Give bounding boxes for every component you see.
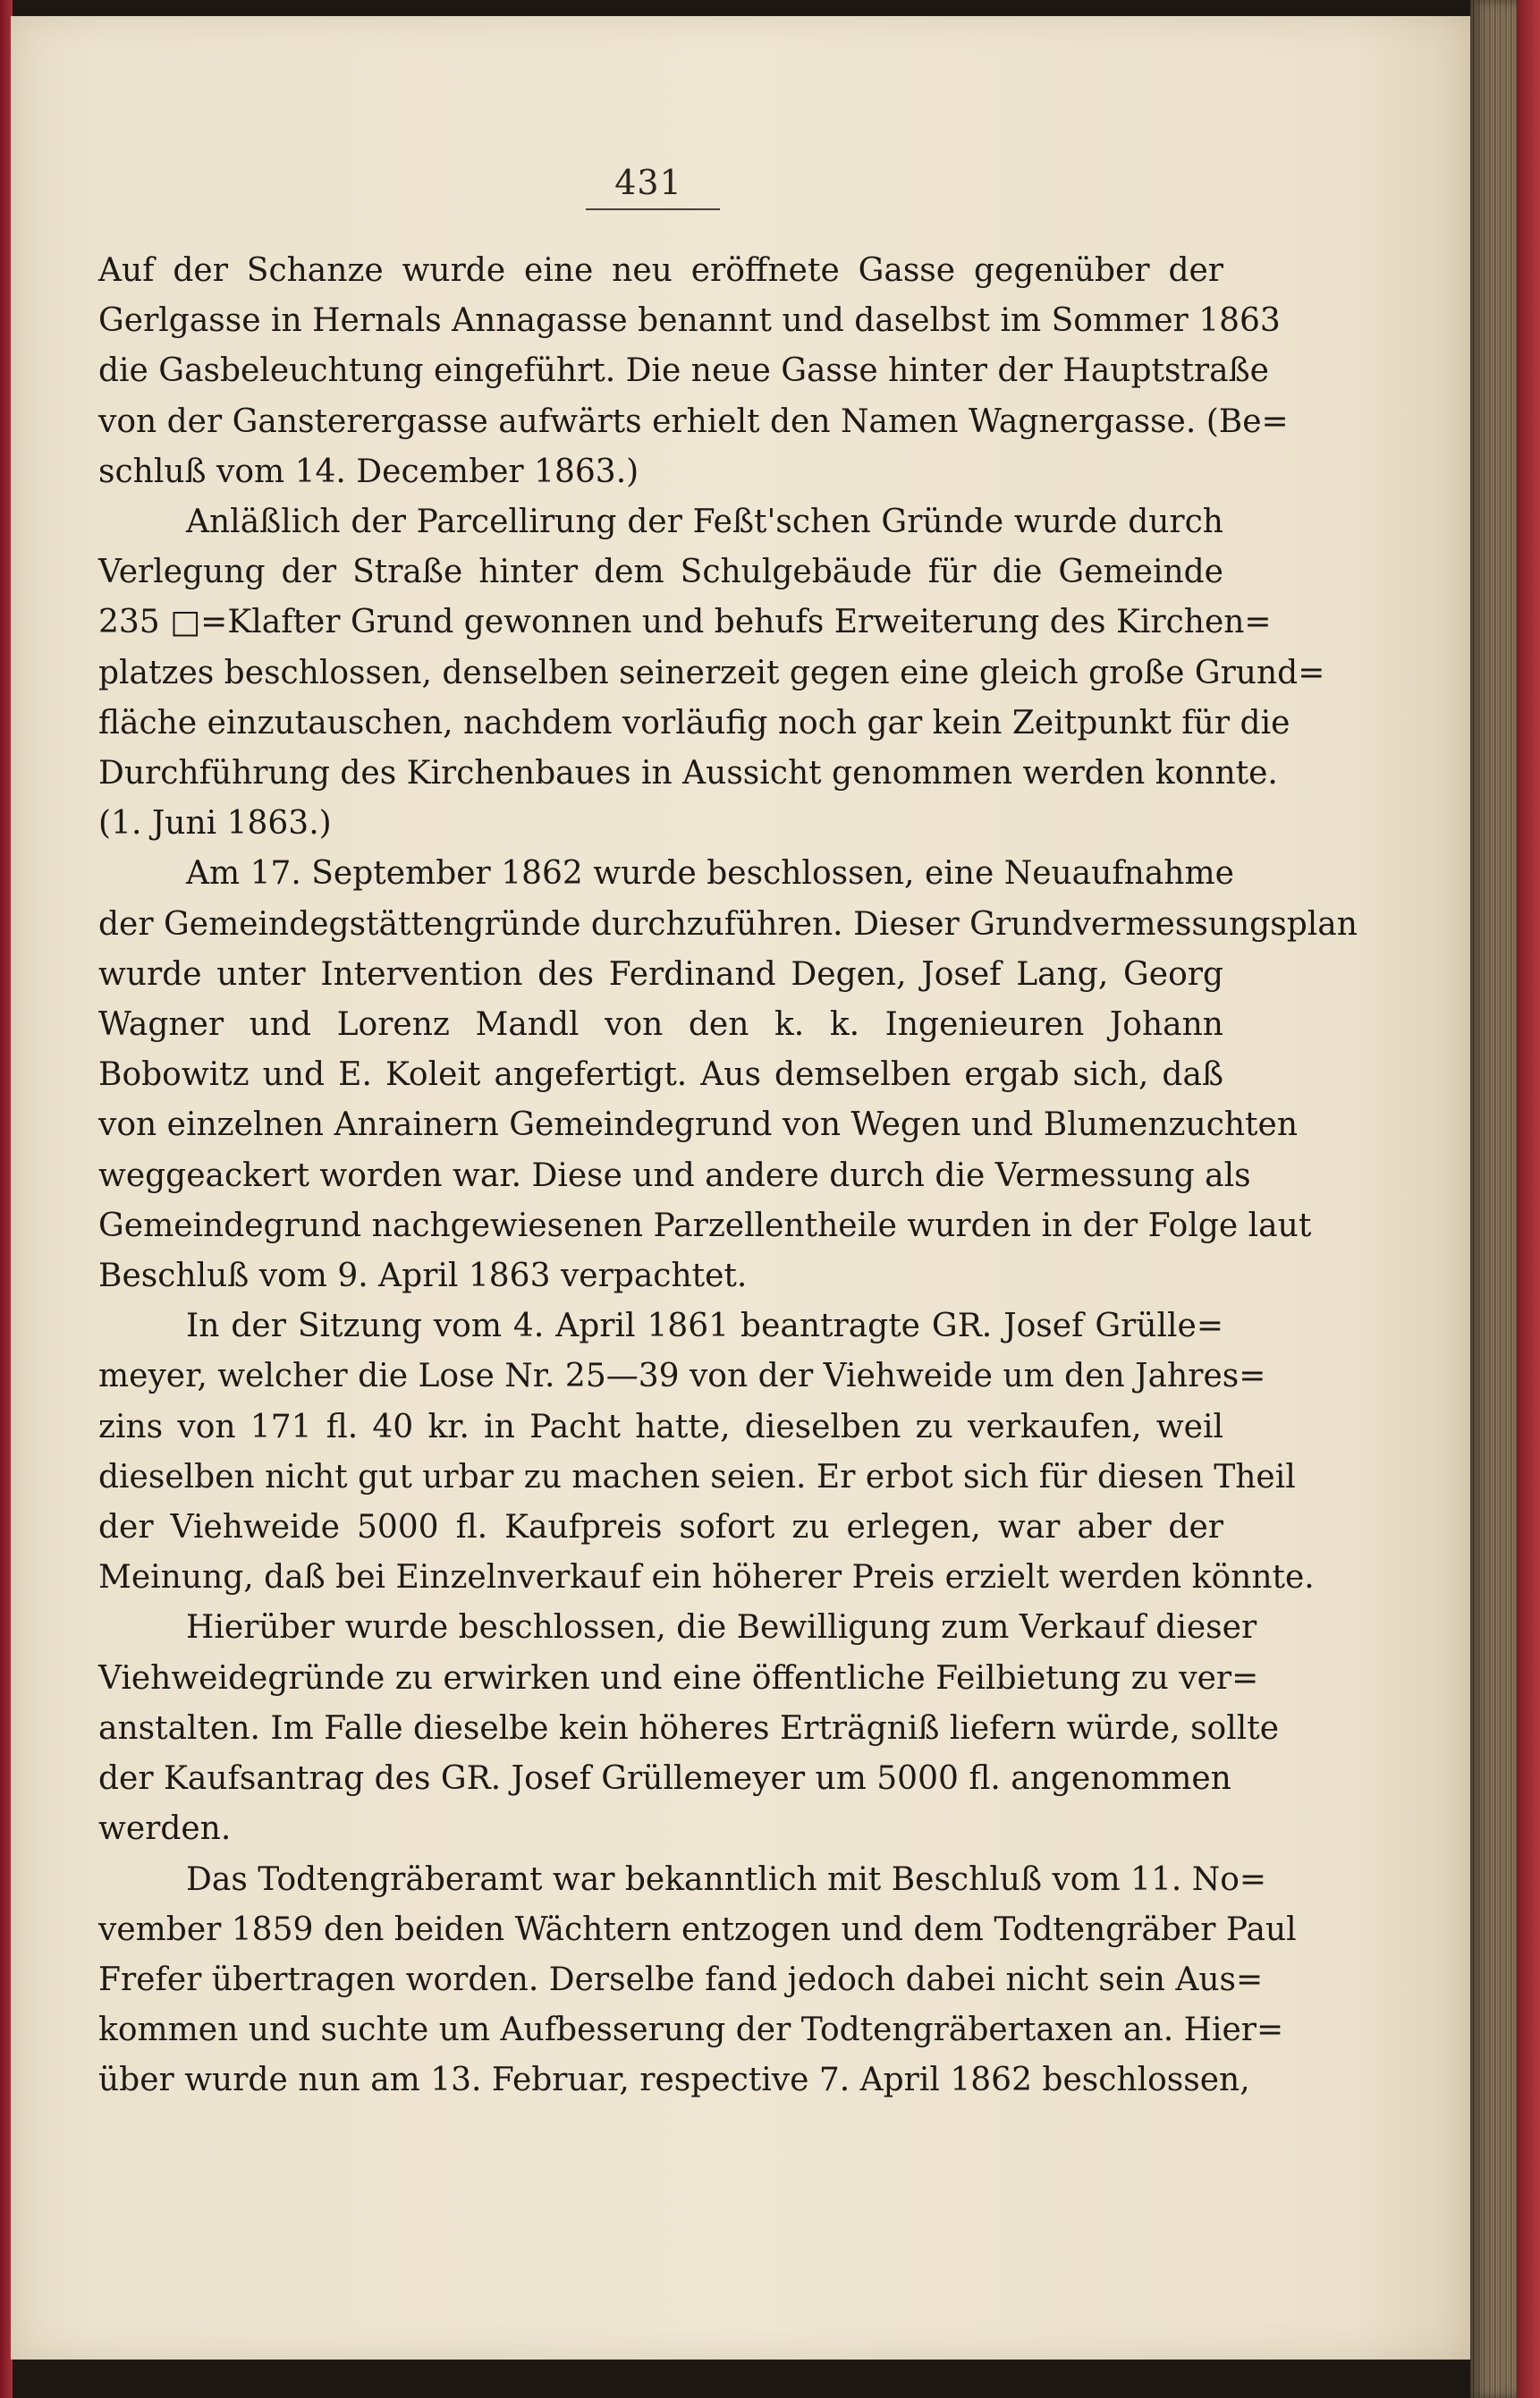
text-line: Viehweidegründe zu erwirken und eine öffentliche Feilbietung zu ver= bbox=[98, 1659, 1259, 1697]
text-line: kommen und suchte um Aufbesserung der Todtengräbertaxen an. Hier= bbox=[98, 2012, 1284, 2049]
text-line: Anläßlich der Parcellirung der Feßt'schen Gründe wurde durch bbox=[186, 504, 1223, 541]
text-line: wurde unter Intervention des Ferdinand Degen, Josef Lang, Georg bbox=[98, 955, 1223, 993]
text-line: meyer, welcher die Lose Nr. 25—39 von der Viehweide um den Jahres= bbox=[98, 1358, 1266, 1395]
text-line: 235 □=Klafter Grund gewonnen und behufs Erweiterung des Kirchen= bbox=[98, 604, 1272, 641]
text-line: der Gemeindegstättengründe durchzuführen. Dieser Grundvermessungsplan bbox=[98, 905, 1358, 943]
text-line: weggeackert worden war. Diese und andere durch die Vermessung als bbox=[98, 1157, 1251, 1194]
text-line: platzes beschlossen, denselben seinerzeit gegen eine gleich große Grund= bbox=[98, 654, 1325, 691]
text-line: Das Todtengräberamt war bekanntlich mit Beschluß vom 11. No= bbox=[186, 1860, 1267, 1898]
text-line: Wagner und Lorenz Mandl von den k. k. Ingenieuren Johann bbox=[98, 1006, 1223, 1044]
text-line: zins von 171 fl. 40 kr. in Pacht hatte, dieselben zu verkaufen, weil bbox=[98, 1408, 1223, 1445]
text-line: über wurde nun am 13. Februar, respective 7. April 1862 beschlossen, bbox=[98, 2062, 1250, 2099]
text-line: die Gasbeleuchtung eingeführt. Die neue Gasse hinter der Hauptstraße bbox=[98, 352, 1269, 390]
text-line: (1. Juni 1863.) bbox=[98, 805, 332, 843]
text-line: der Kaufsantrag des GR. Josef Grüllemeyer um 5000 fl. angenommen bbox=[98, 1760, 1231, 1798]
text-line: Auf der Schanze wurde eine neu eröffnete Gasse gegenüber der bbox=[98, 252, 1223, 289]
text-line: Am 17. September 1862 wurde beschlossen, eine Neuaufnahme bbox=[186, 855, 1234, 893]
text-line: von der Gansterergasse aufwärts erhielt den Namen Wagnergasse. (Be= bbox=[98, 402, 1289, 440]
text-line: In der Sitzung vom 4. April 1861 beantragte GR. Josef Grülle= bbox=[186, 1308, 1223, 1345]
text-line: der Viehweide 5000 fl. Kaufpreis sofort zu erlegen, war aber der bbox=[98, 1509, 1223, 1546]
text-line: fläche einzutauschen, nachdem vorläufig noch gar kein Zeitpunkt für die bbox=[98, 704, 1290, 741]
text-line: dieselben nicht gut urbar zu machen seien. Er erbot sich für diesen Theil bbox=[98, 1458, 1296, 1496]
text-line: Meinung, daß bei Einzelnverkauf ein höherer Preis erzielt werden könnte. bbox=[98, 1559, 1315, 1597]
text-line: Bobowitz und E. Koleit angefertigt. Aus demselben ergab sich, daß bbox=[98, 1056, 1223, 1094]
text-line: Verlegung der Straße hinter dem Schulgebäude für die Gemeinde bbox=[98, 554, 1223, 591]
page-number: 431 bbox=[614, 163, 682, 202]
text-line: Durchführung des Kirchenbaues in Aussicht genommen werden konnte. bbox=[98, 755, 1278, 792]
page-stack-edge bbox=[1470, 0, 1540, 2398]
text-line: Gemeindegrund nachgewiesenen Parzellentheile wurden in der Folge laut bbox=[98, 1207, 1312, 1244]
page-number-rule bbox=[586, 208, 720, 210]
text-line: anstalten. Im Falle dieselbe kein höheres Erträgniß liefern würde, sollte bbox=[98, 1709, 1280, 1747]
text-line: werden. bbox=[98, 1810, 232, 1848]
text-line: Hierüber wurde beschlossen, die Bewilligung zum Verkauf dieser bbox=[186, 1609, 1257, 1647]
text-line: vember 1859 den beiden Wächtern entzogen und dem Todtengräber Paul bbox=[98, 1911, 1297, 1948]
text-line: schluß vom 14. December 1863.) bbox=[98, 453, 639, 490]
text-line: Frefer übertragen worden. Derselbe fand jedoch dabei nicht sein Aus= bbox=[98, 1961, 1264, 1998]
body-text bbox=[98, 246, 1358, 2106]
text-line: Gerlgasse in Hernals Annagasse benannt und daselbst im Sommer 1863 bbox=[98, 302, 1281, 340]
text-line: von einzelnen Anrainern Gemeindegrund von Wegen und Blumenzuchten bbox=[98, 1106, 1298, 1144]
text-line: Beschluß vom 9. April 1863 verpachtet. bbox=[98, 1258, 748, 1295]
